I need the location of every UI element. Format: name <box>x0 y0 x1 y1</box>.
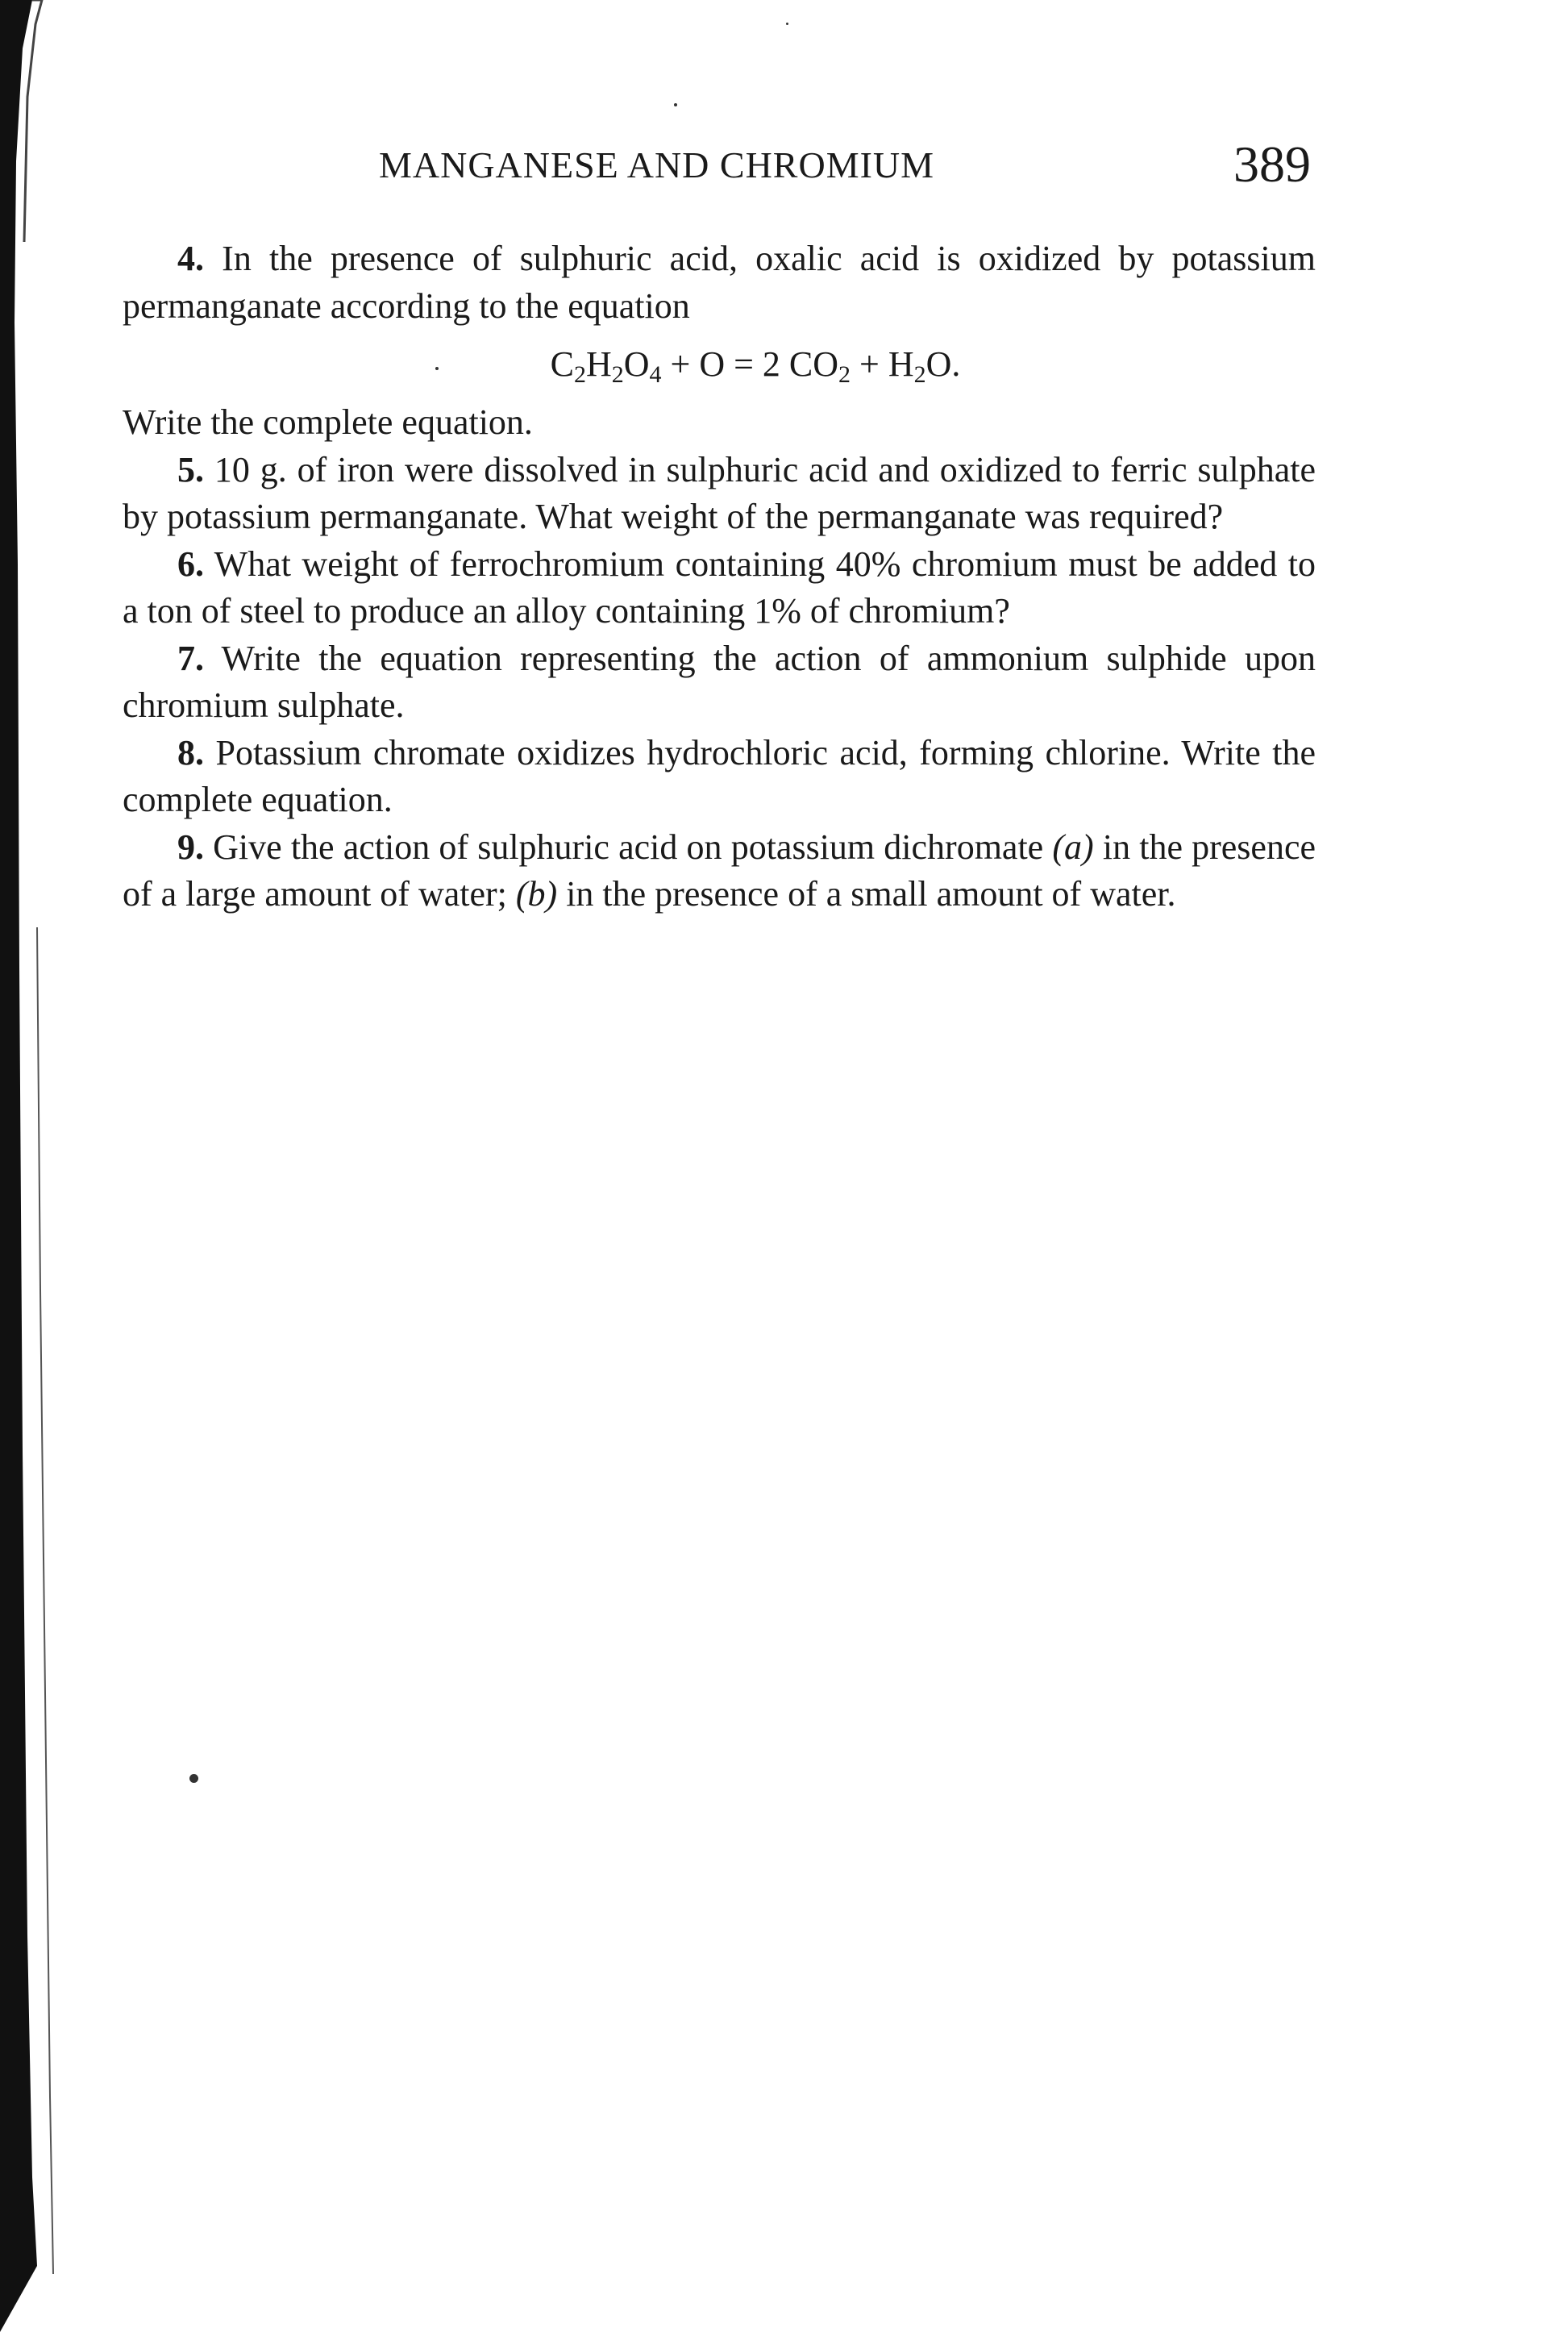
problem-text: In the presence of sulphuric acid, oxalic acid is oxidized by potassium permanganate according to the equation <box>123 239 1316 326</box>
equation-subscript: 2 <box>838 361 851 388</box>
running-title: MANGANESE AND CHROMIUM <box>379 144 935 185</box>
problem-4 <box>123 235 1316 330</box>
problem-6 <box>123 541 1316 635</box>
problem-text: 10 g. of iron were dissolved in sulphuric acid and oxidized to ferric sulphate by potassium permanganate. What weight of the permanganate was required? <box>123 449 1316 536</box>
label-a: (a) <box>1052 827 1094 867</box>
scan-speck <box>435 367 439 370</box>
equation-term: O. <box>925 344 961 384</box>
scan-speck <box>674 103 677 106</box>
equation-term: C <box>550 344 574 384</box>
problem-4-continuation: Write the complete equation. <box>123 402 533 442</box>
equation-subscript: 2 <box>573 361 586 388</box>
label-b: (b) <box>515 874 558 914</box>
problem-8 <box>123 730 1316 824</box>
scan-speck <box>189 1774 198 1783</box>
equation-subscript: 4 <box>649 361 662 388</box>
problem-text: Write the equation representing the action of ammonium sulphide upon chromium sulphate. <box>123 638 1316 725</box>
equation-subscript: 2 <box>611 361 624 388</box>
equation-term: O <box>623 344 650 384</box>
problem-text: in the presence of a large amount of water; <box>123 827 1316 914</box>
equation-subscript: 2 <box>913 361 926 388</box>
problem-number: 8. <box>177 732 204 772</box>
problem-5 <box>123 447 1316 541</box>
problem-number: 6. <box>177 543 204 584</box>
problem-text: in the presence of a small amount of water. <box>557 874 1176 914</box>
oxalic-acid-equation <box>123 339 1316 389</box>
problem-9 <box>123 824 1316 918</box>
problem-text: Potassium chromate oxidizes hydrochloric acid, forming chlorine. Write the complete equation. <box>123 732 1316 819</box>
problem-number: 4. <box>177 239 204 278</box>
problem-text: What weight of ferrochromium containing 40% chromium must be added to a ton of steel to produce an alloy containing 1% of chromium? <box>123 543 1316 631</box>
problem-list <box>123 235 1316 918</box>
equation-term: H <box>585 344 612 384</box>
problem-number: 7. <box>177 638 204 678</box>
problem-7 <box>123 635 1316 730</box>
page-header <box>0 135 1568 206</box>
problem-number: 5. <box>177 449 204 489</box>
problem-number: 9. <box>177 827 204 867</box>
problem-text: Give the action of sulphuric acid on potassium dichromate <box>213 827 1053 867</box>
equation-term: + O = 2 CO <box>661 344 839 384</box>
equation-term: + H <box>851 344 914 384</box>
page-number: 389 <box>1233 135 1311 193</box>
scan-speck <box>786 23 788 25</box>
binding-edge-shadow <box>0 0 56 2332</box>
